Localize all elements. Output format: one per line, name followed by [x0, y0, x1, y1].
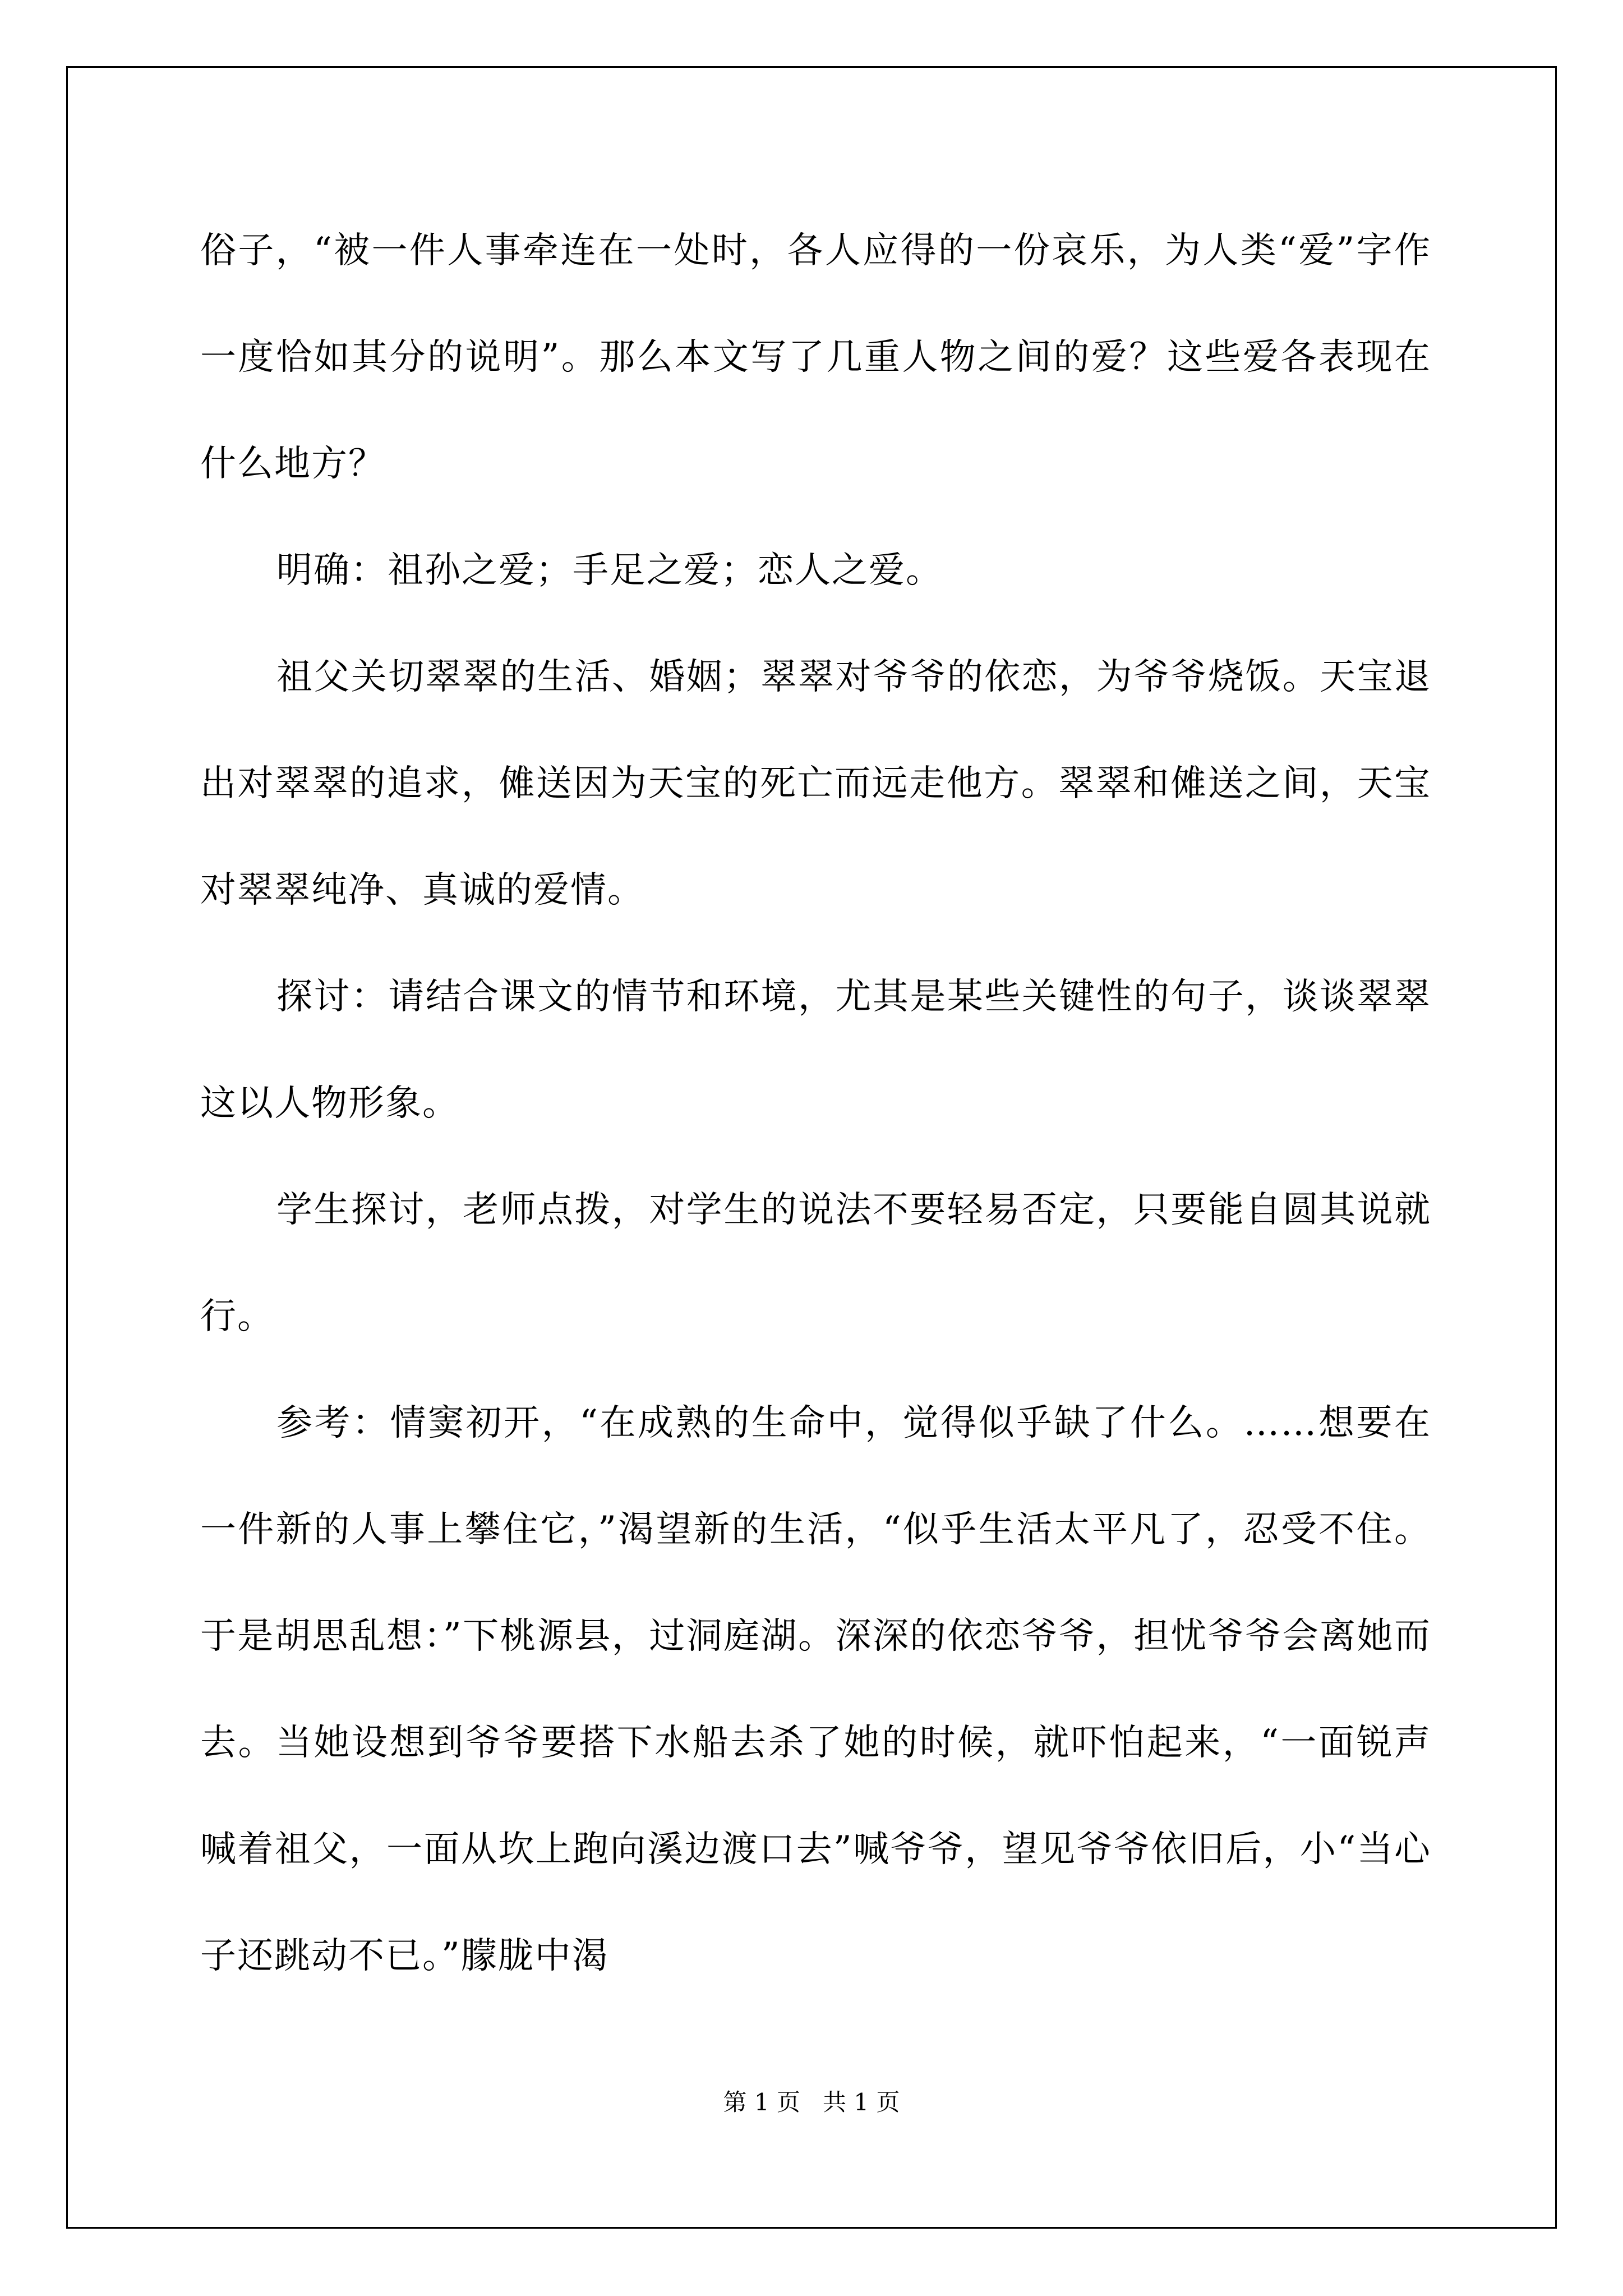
paragraph-4: 探讨：请结合课文的情节和环境，尤其是某些关键性的句子，谈谈翠翠这以人物形象。: [200, 976, 1431, 1124]
paragraph-1: 俗子，“被一件人事牵连在一处时，各人应得的一份哀乐，为人类“爱”字作一度恰如其分的说明”。那么本文写了几重人物之间的爱？这些爱各表现在什么地方？: [200, 230, 1431, 485]
document-body: [200, 197, 1431, 2009]
paragraph-6: 参考：情窦初开，“在成熟的生命中，觉得似乎缺了什么。……想要在一件新的人事上攀住它，”渴望新的生活，“似乎生活太平凡了，忍受不住。于是胡思乱想：”下桃源县，过洞庭湖。深深的依恋爷爷，担忧爷爷会离她而去。当她设想到爷爷要搭下水船去杀了她的时候，就吓怕起来，“一面锐声喊着祖父，一面从坎上跑向溪边渡口去”喊爷爷，望见爷爷依旧后，小“当心子还跳动不已。”朦胧中渴: [200, 1402, 1431, 1977]
paragraph-3: 祖父关切翠翠的生活、婚姻；翠翠对爷爷的依恋，为爷爷烧饭。天宝退出对翠翠的追求，傩送因为天宝的死亡而远走他方。翠翠和傩送之间，天宝对翠翠纯净、真诚的爱情。: [200, 656, 1431, 911]
paragraph-2: 明确：祖孙之爱；手足之爱；恋人之爱。: [276, 550, 943, 591]
page-footer: 第 1 页 共 1 页: [723, 2088, 900, 2116]
paragraph-5: 学生探讨，老师点拨，对学生的说法不要轻易否定，只要能自圆其说就行。: [200, 1189, 1431, 1337]
